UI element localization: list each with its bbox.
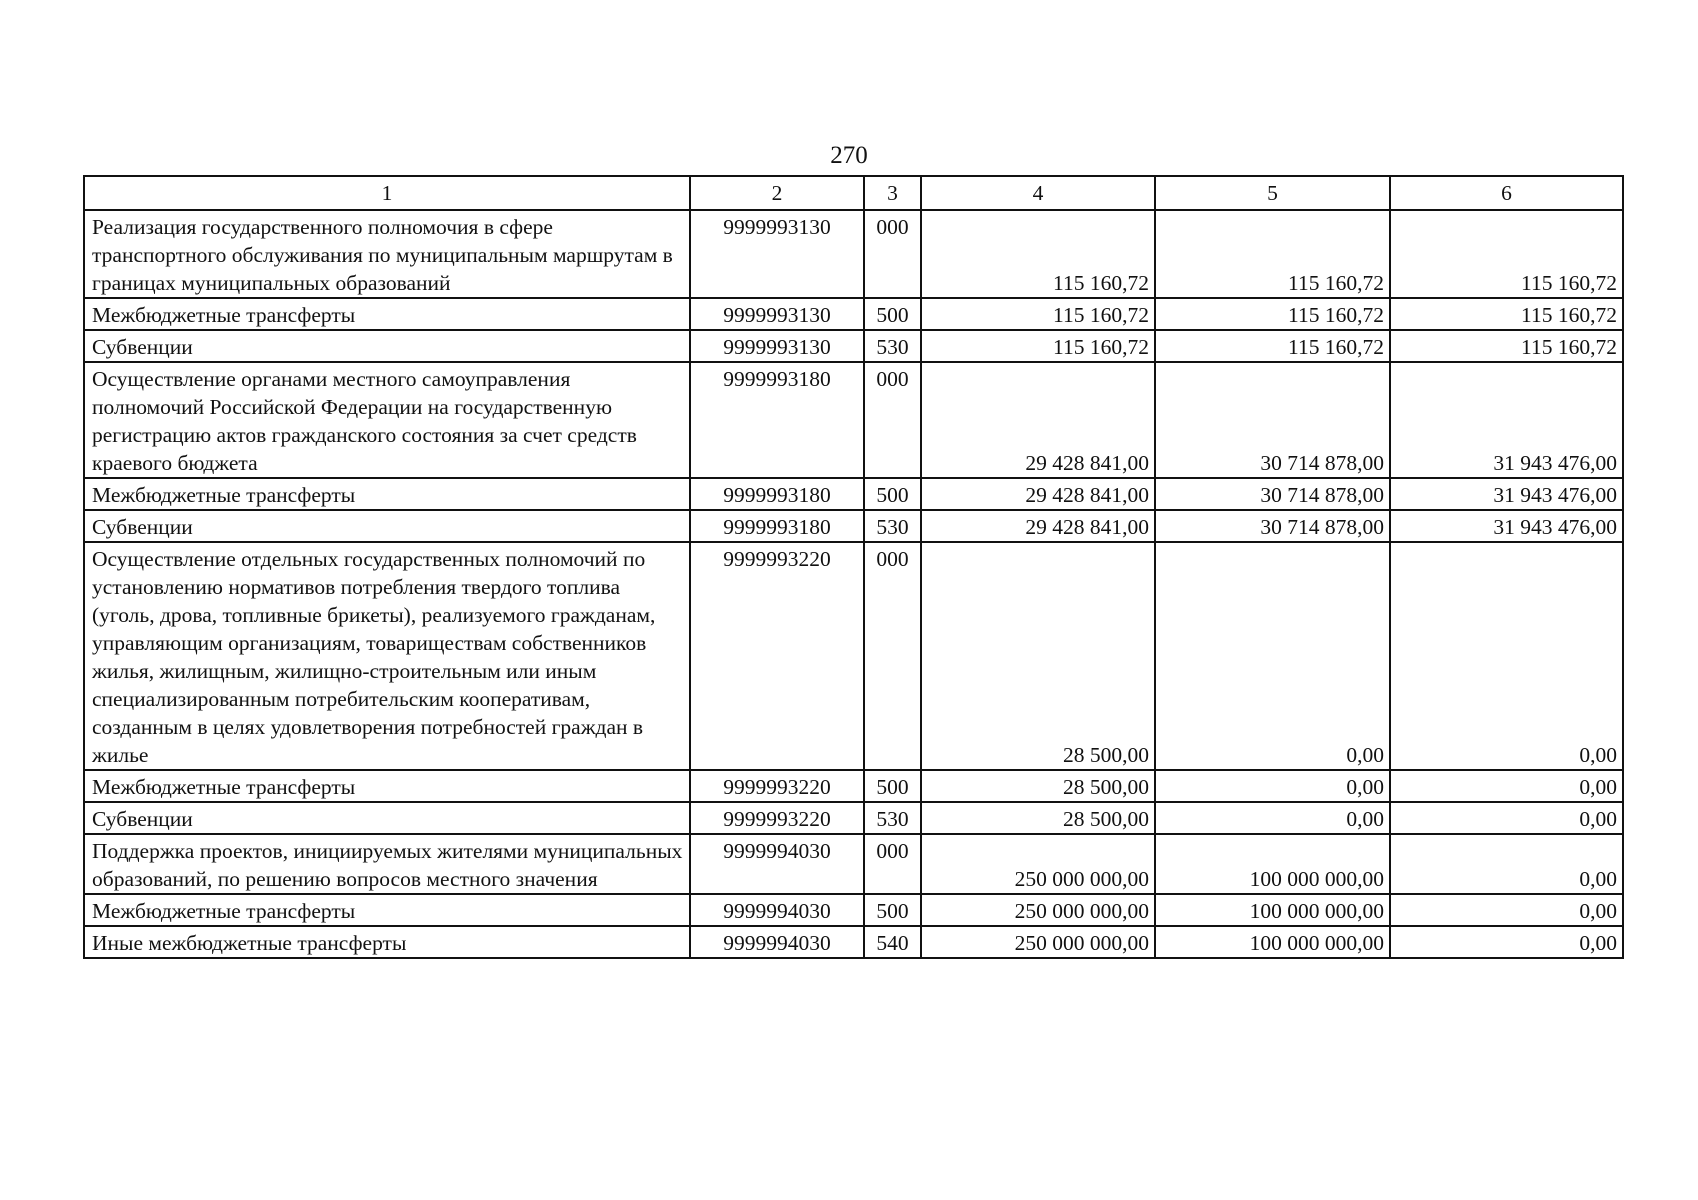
row-amount-col4: 29 428 841,00 <box>921 510 1155 542</box>
row-amount-col4: 250 000 000,00 <box>921 926 1155 958</box>
row-expense-type-code: 000 <box>864 834 921 894</box>
row-amount-col5: 100 000 000,00 <box>1155 894 1390 926</box>
row-amount-col6: 0,00 <box>1390 802 1623 834</box>
row-amount-col5: 115 160,72 <box>1155 330 1390 362</box>
row-name: Межбюджетные трансферты <box>84 298 690 330</box>
row-target-article-code: 9999993180 <box>690 362 864 478</box>
row-target-article-code: 9999993130 <box>690 298 864 330</box>
row-amount-col6: 0,00 <box>1390 542 1623 770</box>
row-amount-col6: 115 160,72 <box>1390 330 1623 362</box>
table-row <box>84 210 1623 298</box>
row-amount-col5: 0,00 <box>1155 542 1390 770</box>
row-expense-type-code: 500 <box>864 478 921 510</box>
table-row <box>84 770 1623 802</box>
row-expense-type-code: 500 <box>864 894 921 926</box>
row-amount-col6: 115 160,72 <box>1390 298 1623 330</box>
row-name: Поддержка проектов, инициируемых жителями муниципальных образований, по решению вопросов местного значения <box>84 834 690 894</box>
row-expense-type-code: 530 <box>864 510 921 542</box>
row-name: Субвенции <box>84 510 690 542</box>
page-number: 270 <box>830 142 868 169</box>
header-cell-4: 4 <box>921 176 1155 210</box>
row-name: Иные межбюджетные трансферты <box>84 926 690 958</box>
row-amount-col4: 29 428 841,00 <box>921 362 1155 478</box>
budget-table <box>83 175 1624 959</box>
table-row <box>84 362 1623 478</box>
row-name: Межбюджетные трансферты <box>84 478 690 510</box>
row-amount-col5: 0,00 <box>1155 802 1390 834</box>
header-cell-6: 6 <box>1390 176 1623 210</box>
table-row <box>84 894 1623 926</box>
row-expense-type-code: 500 <box>864 298 921 330</box>
table-row <box>84 510 1623 542</box>
row-amount-col6: 31 943 476,00 <box>1390 478 1623 510</box>
header-row <box>84 176 1623 210</box>
row-target-article-code: 9999993220 <box>690 802 864 834</box>
row-target-article-code: 9999994030 <box>690 834 864 894</box>
row-amount-col6: 31 943 476,00 <box>1390 510 1623 542</box>
table-row <box>84 802 1623 834</box>
row-name: Межбюджетные трансферты <box>84 770 690 802</box>
row-name: Межбюджетные трансферты <box>84 894 690 926</box>
table-row <box>84 834 1623 894</box>
row-name: Осуществление органами местного самоуправления полномочий Российской Федерации на государственную регистрацию актов гражданского состояния за счет средств краевого бюджета <box>84 362 690 478</box>
row-amount-col5: 115 160,72 <box>1155 210 1390 298</box>
table-body <box>84 210 1623 958</box>
row-amount-col4: 250 000 000,00 <box>921 834 1155 894</box>
row-amount-col6: 31 943 476,00 <box>1390 362 1623 478</box>
row-amount-col5: 30 714 878,00 <box>1155 478 1390 510</box>
row-expense-type-code: 530 <box>864 330 921 362</box>
row-amount-col5: 100 000 000,00 <box>1155 834 1390 894</box>
row-amount-col4: 115 160,72 <box>921 298 1155 330</box>
row-target-article-code: 9999993220 <box>690 770 864 802</box>
row-name: Реализация государственного полномочия в сфере транспортного обслуживания по муниципальным маршрутам в границах муниципальных образований <box>84 210 690 298</box>
row-amount-col4: 115 160,72 <box>921 330 1155 362</box>
row-amount-col6: 0,00 <box>1390 894 1623 926</box>
row-amount-col5: 0,00 <box>1155 770 1390 802</box>
row-amount-col6: 0,00 <box>1390 926 1623 958</box>
row-expense-type-code: 000 <box>864 210 921 298</box>
row-target-article-code: 9999994030 <box>690 926 864 958</box>
table-row <box>84 478 1623 510</box>
row-expense-type-code: 540 <box>864 926 921 958</box>
row-amount-col5: 30 714 878,00 <box>1155 510 1390 542</box>
table-row <box>84 926 1623 958</box>
row-amount-col5: 100 000 000,00 <box>1155 926 1390 958</box>
row-amount-col5: 115 160,72 <box>1155 298 1390 330</box>
row-expense-type-code: 000 <box>864 362 921 478</box>
row-expense-type-code: 000 <box>864 542 921 770</box>
row-amount-col4: 250 000 000,00 <box>921 894 1155 926</box>
row-target-article-code: 9999993220 <box>690 542 864 770</box>
header-cell-3: 3 <box>864 176 921 210</box>
row-amount-col4: 28 500,00 <box>921 802 1155 834</box>
row-expense-type-code: 500 <box>864 770 921 802</box>
table-row <box>84 330 1623 362</box>
row-amount-col6: 115 160,72 <box>1390 210 1623 298</box>
row-amount-col4: 29 428 841,00 <box>921 478 1155 510</box>
header-cell-5: 5 <box>1155 176 1390 210</box>
row-amount-col4: 28 500,00 <box>921 542 1155 770</box>
row-target-article-code: 9999993130 <box>690 330 864 362</box>
header-cell-1: 1 <box>84 176 690 210</box>
row-amount-col4: 28 500,00 <box>921 770 1155 802</box>
row-target-article-code: 9999993180 <box>690 510 864 542</box>
header-cell-2: 2 <box>690 176 864 210</box>
row-target-article-code: 9999993180 <box>690 478 864 510</box>
row-expense-type-code: 530 <box>864 802 921 834</box>
table-row <box>84 298 1623 330</box>
row-name: Субвенции <box>84 330 690 362</box>
row-target-article-code: 9999994030 <box>690 894 864 926</box>
row-target-article-code: 9999993130 <box>690 210 864 298</box>
row-name: Субвенции <box>84 802 690 834</box>
row-amount-col6: 0,00 <box>1390 770 1623 802</box>
row-amount-col4: 115 160,72 <box>921 210 1155 298</box>
row-name: Осуществление отдельных государственных полномочий по установлению нормативов потребления твердого топлива (уголь, дрова, топливные брикеты), реализуемого гражданам, управляющим организациям, товариществам собственников жилья, жилищным, жилищно-строительным или иным специализированным потребительским кооперативам, созданным в целях удовлетворения потребностей граждан в жилье <box>84 542 690 770</box>
row-amount-col6: 0,00 <box>1390 834 1623 894</box>
row-amount-col5: 30 714 878,00 <box>1155 362 1390 478</box>
table-row <box>84 542 1623 770</box>
